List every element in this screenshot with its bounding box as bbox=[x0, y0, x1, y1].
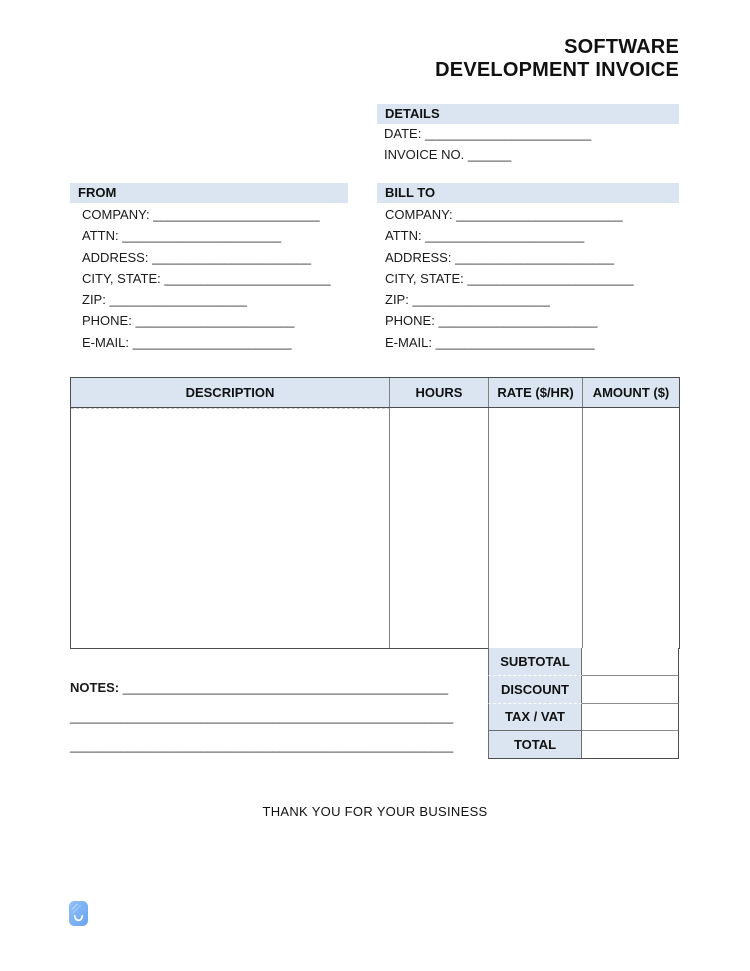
invoice-no-label: INVOICE NO. bbox=[384, 146, 465, 162]
subtotal-label: SUBTOTAL bbox=[488, 648, 582, 676]
billto-zip-label: ZIP: bbox=[385, 292, 409, 308]
from-email-label: E-MAIL: bbox=[82, 334, 129, 350]
details-fields bbox=[384, 124, 591, 166]
discount-value-cell[interactable] bbox=[582, 676, 679, 704]
invoice-no-field bbox=[384, 145, 591, 166]
from-attn-field bbox=[82, 225, 331, 246]
invoice-no-blank-line[interactable]: ______ bbox=[467, 146, 512, 162]
billto-company-label: COMPANY: bbox=[385, 207, 453, 222]
subtotal-value-cell[interactable] bbox=[582, 648, 679, 676]
total-value-cell[interactable] bbox=[582, 731, 679, 759]
details-header: DETAILS bbox=[377, 104, 679, 124]
page-title bbox=[435, 36, 679, 81]
from-city-state-label: CITY, STATE: bbox=[82, 270, 161, 286]
from-address-label: ADDRESS: bbox=[82, 249, 149, 265]
from-zip-blank-line[interactable]: ___________________ bbox=[109, 292, 247, 308]
totals-section bbox=[488, 648, 679, 759]
page-title-line1: SOFTWARE bbox=[564, 36, 679, 58]
billto-company-field bbox=[385, 204, 634, 225]
date-field bbox=[384, 124, 591, 145]
amount-cell[interactable] bbox=[583, 408, 679, 648]
from-company-field bbox=[82, 204, 331, 225]
billto-phone-field bbox=[385, 310, 634, 331]
bill-to-fields bbox=[385, 204, 634, 353]
tax-vat-row bbox=[488, 704, 679, 732]
from-fields bbox=[82, 204, 331, 353]
notes-blank-line-2[interactable]: _____________________________________________________ bbox=[70, 709, 454, 724]
from-header: FROM bbox=[70, 183, 348, 203]
billto-attn-blank-line[interactable]: ______________________ bbox=[425, 228, 585, 244]
from-address-blank-line[interactable]: ______________________ bbox=[152, 249, 312, 265]
from-phone-label: PHONE: bbox=[82, 313, 132, 329]
billto-email-blank-line[interactable]: ______________________ bbox=[435, 334, 595, 350]
tax-vat-value-cell[interactable] bbox=[582, 704, 679, 732]
tax-vat-label: TAX / VAT bbox=[488, 704, 582, 732]
description-cell[interactable] bbox=[71, 408, 390, 648]
hours-cell[interactable] bbox=[390, 408, 489, 648]
column-header-amount: AMOUNT ($) bbox=[592, 385, 670, 400]
billto-attn-field bbox=[385, 225, 634, 246]
from-city-state-blank-line[interactable]: _______________________ bbox=[164, 270, 331, 286]
column-header-description: DESCRIPTION bbox=[71, 378, 390, 407]
from-city-state-field bbox=[82, 268, 331, 289]
smile-logo-icon[interactable] bbox=[69, 901, 88, 926]
notes-line-2 bbox=[70, 709, 453, 724]
from-company-blank-line[interactable]: _______________________ bbox=[153, 207, 320, 222]
billto-company-blank-line[interactable]: _______________________ bbox=[456, 207, 623, 222]
page-title-line2: DEVELOPMENT INVOICE bbox=[435, 58, 679, 81]
notes-blank-line-3[interactable]: _____________________________________________________ bbox=[70, 738, 454, 753]
billto-phone-label: PHONE: bbox=[385, 313, 435, 329]
billto-zip-field bbox=[385, 289, 634, 310]
billto-attn-label: ATTN: bbox=[385, 228, 422, 244]
subtotal-row bbox=[488, 648, 679, 676]
table-body-row bbox=[71, 408, 679, 648]
billto-email-label: E-MAIL: bbox=[385, 334, 432, 350]
from-email-blank-line[interactable]: ______________________ bbox=[132, 334, 292, 350]
notes-field bbox=[70, 680, 448, 695]
billto-phone-blank-line[interactable]: ______________________ bbox=[438, 313, 598, 329]
from-zip-label: ZIP: bbox=[82, 292, 106, 308]
total-row bbox=[488, 731, 679, 759]
billto-address-label: ADDRESS: bbox=[385, 249, 452, 265]
from-phone-blank-line[interactable]: ______________________ bbox=[135, 313, 295, 329]
column-header-hours: HOURS bbox=[390, 378, 489, 407]
billto-city-state-label: CITY, STATE: bbox=[385, 270, 464, 286]
from-email-field bbox=[82, 332, 331, 353]
from-company-label: COMPANY: bbox=[82, 207, 150, 222]
billto-city-state-blank-line[interactable]: _______________________ bbox=[467, 270, 634, 286]
date-blank-line[interactable]: _______________________ bbox=[424, 126, 592, 141]
bill-to-header: BILL TO bbox=[377, 183, 679, 203]
discount-label: DISCOUNT bbox=[488, 676, 582, 704]
line-items-table bbox=[70, 377, 680, 649]
notes-label: NOTES: bbox=[70, 680, 120, 695]
notes-line-3 bbox=[70, 738, 453, 753]
from-address-field bbox=[82, 247, 331, 268]
thank-you-message: THANK YOU FOR YOUR BUSINESS bbox=[262, 804, 488, 819]
billto-address-blank-line[interactable]: ______________________ bbox=[455, 249, 615, 265]
rate-cell[interactable] bbox=[489, 408, 583, 648]
table-header-row bbox=[71, 378, 679, 408]
from-zip-field bbox=[82, 289, 331, 310]
discount-row bbox=[488, 676, 679, 704]
billto-zip-blank-line[interactable]: ___________________ bbox=[412, 292, 550, 308]
billto-email-field bbox=[385, 332, 634, 353]
billto-city-state-field bbox=[385, 268, 634, 289]
date-label: DATE: bbox=[384, 126, 422, 141]
billto-address-field bbox=[385, 247, 634, 268]
from-attn-label: ATTN: bbox=[82, 228, 119, 244]
from-phone-field bbox=[82, 310, 331, 331]
column-header-rate: RATE ($/HR) bbox=[489, 378, 583, 407]
total-label: TOTAL bbox=[488, 731, 582, 759]
from-attn-blank-line[interactable]: ______________________ bbox=[122, 228, 282, 244]
notes-blank-line-1[interactable]: _____________________________________________ bbox=[122, 680, 449, 695]
